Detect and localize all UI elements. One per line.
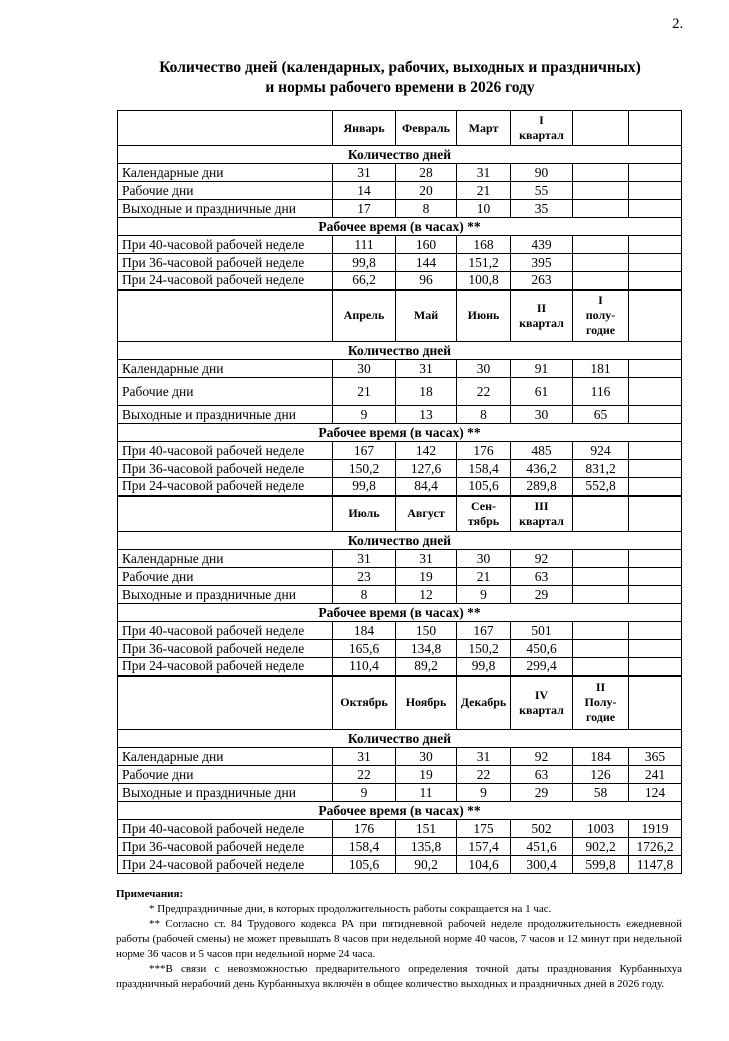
section-row-hours	[118, 424, 682, 442]
section-title: Рабочее время (в часах) **	[118, 802, 682, 820]
table-cell: 14	[333, 182, 396, 200]
section-title: Рабочее время (в часах) **	[118, 424, 682, 442]
table-cell: 31	[457, 164, 511, 182]
table-cell: 300,4	[511, 856, 573, 874]
table-cell: 92	[511, 748, 573, 766]
table-cell: 55	[511, 182, 573, 200]
table-cell: 21	[333, 378, 396, 406]
block-header-row	[118, 290, 682, 342]
table-cell	[573, 200, 629, 218]
column-header: II квартал	[511, 290, 573, 342]
table-cell: 11	[396, 784, 457, 802]
column-header: Сен- тябрь	[457, 496, 511, 532]
table-cell	[629, 478, 682, 496]
table-cell: 184	[333, 622, 396, 640]
table-cell: 126	[573, 766, 629, 784]
table-row	[118, 640, 682, 658]
row-label: Выходные и праздничные дни	[118, 784, 333, 802]
table-cell: 31	[333, 748, 396, 766]
title-line-1: Количество дней (календарных, рабочих, выходных и праздничных)	[159, 59, 641, 76]
table-cell	[629, 200, 682, 218]
table-cell: 181	[573, 360, 629, 378]
column-header: Октябрь	[333, 676, 396, 730]
table-cell: 1919	[629, 820, 682, 838]
table-cell: 599,8	[573, 856, 629, 874]
table-row	[118, 254, 682, 272]
row-label: При 36-часовой рабочей неделе	[118, 460, 333, 478]
table-cell: 63	[511, 766, 573, 784]
header-blank-cell	[118, 496, 333, 532]
table-cell: 135,8	[396, 838, 457, 856]
table-row	[118, 766, 682, 784]
table-cell: 111	[333, 236, 396, 254]
section-row-hours	[118, 218, 682, 236]
table-cell: 23	[333, 568, 396, 586]
table-cell	[629, 182, 682, 200]
section-title: Количество дней	[118, 342, 682, 360]
table-cell: 1147,8	[629, 856, 682, 874]
table-row	[118, 164, 682, 182]
column-header: Март	[457, 111, 511, 146]
table-cell: 158,4	[457, 460, 511, 478]
table-row	[118, 568, 682, 586]
row-label: При 40-часовой рабочей неделе	[118, 820, 333, 838]
table-cell: 1726,2	[629, 838, 682, 856]
table-cell: 167	[457, 622, 511, 640]
table-cell	[573, 550, 629, 568]
row-label: При 40-часовой рабочей неделе	[118, 442, 333, 460]
table-cell: 142	[396, 442, 457, 460]
table-cell	[573, 658, 629, 676]
table-cell	[573, 254, 629, 272]
table-cell: 167	[333, 442, 396, 460]
table-cell	[573, 164, 629, 182]
table-cell: 89,2	[396, 658, 457, 676]
table-cell: 8	[396, 200, 457, 218]
table-cell: 84,4	[396, 478, 457, 496]
table-cell: 144	[396, 254, 457, 272]
section-row-days	[118, 532, 682, 550]
table-cell	[629, 550, 682, 568]
table-row	[118, 586, 682, 604]
row-label: Выходные и праздничные дни	[118, 406, 333, 424]
row-label: Выходные и праздничные дни	[118, 200, 333, 218]
table-cell: 165,6	[333, 640, 396, 658]
table-cell: 31	[457, 748, 511, 766]
column-header	[573, 111, 629, 146]
column-header	[629, 676, 682, 730]
table-cell: 17	[333, 200, 396, 218]
table-cell: 66,2	[333, 272, 396, 290]
table-cell: 105,6	[457, 478, 511, 496]
table-cell: 29	[511, 784, 573, 802]
table-cell: 30	[511, 406, 573, 424]
table-cell: 10	[457, 200, 511, 218]
table-cell: 21	[457, 568, 511, 586]
title-line-2: и нормы рабочего времени в 2026 году	[265, 79, 535, 96]
table-cell: 299,4	[511, 658, 573, 676]
row-label: Рабочие дни	[118, 766, 333, 784]
table-cell	[629, 272, 682, 290]
table-cell: 134,8	[396, 640, 457, 658]
table-cell: 436,2	[511, 460, 573, 478]
calendar-table	[117, 110, 682, 874]
page-title	[100, 58, 700, 98]
table-cell: 22	[333, 766, 396, 784]
table-cell: 21	[457, 182, 511, 200]
table-row	[118, 406, 682, 424]
table-cell: 9	[457, 784, 511, 802]
table-cell	[573, 182, 629, 200]
table-row	[118, 622, 682, 640]
table-cell	[629, 236, 682, 254]
table-row	[118, 200, 682, 218]
block-header-row	[118, 496, 682, 532]
table-cell: 99,8	[333, 254, 396, 272]
table-cell: 552,8	[573, 478, 629, 496]
table-cell: 902,2	[573, 838, 629, 856]
table-cell: 91	[511, 360, 573, 378]
table-row	[118, 360, 682, 378]
table-cell: 151	[396, 820, 457, 838]
page-number: 2.	[672, 16, 684, 32]
table-cell: 13	[396, 406, 457, 424]
table-cell: 365	[629, 748, 682, 766]
table-cell: 19	[396, 568, 457, 586]
block-header-row	[118, 111, 682, 146]
table-cell: 831,2	[573, 460, 629, 478]
table-cell: 90,2	[396, 856, 457, 874]
column-header: Февраль	[396, 111, 457, 146]
row-label: Календарные дни	[118, 360, 333, 378]
section-title: Количество дней	[118, 532, 682, 550]
row-label: При 36-часовой рабочей неделе	[118, 640, 333, 658]
row-label: Календарные дни	[118, 164, 333, 182]
table-cell: 502	[511, 820, 573, 838]
note-3: ***В связи с невозможностью предварительного определения точной даты празднования Курбанныхуа праздничный нерабочий день Курбанныхуа включён в общее количество выходных и праздничных дней в 2026 году.	[116, 963, 682, 990]
note-2: ** Согласно ст. 84 Трудового кодекса РА при пятидневной рабочей неделе продолжительность ежедневной работы (рабочей смены) не может превышать 8 часов при недельной норме 40 часов, 7 часов и 12 минут при недельной норме 36 часов и 5 часов при недельной норме 24 часа.	[116, 918, 682, 960]
table-cell	[573, 622, 629, 640]
table-cell: 150,2	[333, 460, 396, 478]
table-cell: 30	[396, 748, 457, 766]
row-label: Выходные и праздничные дни	[118, 586, 333, 604]
table-cell: 92	[511, 550, 573, 568]
table-cell	[629, 360, 682, 378]
table-cell: 168	[457, 236, 511, 254]
table-cell: 451,6	[511, 838, 573, 856]
table-cell: 61	[511, 378, 573, 406]
table-cell: 1003	[573, 820, 629, 838]
table-cell: 31	[333, 550, 396, 568]
row-label: При 24-часовой рабочей неделе	[118, 658, 333, 676]
table-cell: 29	[511, 586, 573, 604]
column-header: Июнь	[457, 290, 511, 342]
table-cell: 160	[396, 236, 457, 254]
column-header: I полу- годие	[573, 290, 629, 342]
table-cell	[573, 568, 629, 586]
row-label: При 40-часовой рабочей неделе	[118, 236, 333, 254]
table-cell: 100,8	[457, 272, 511, 290]
table-cell: 924	[573, 442, 629, 460]
table-cell	[629, 406, 682, 424]
table-cell: 395	[511, 254, 573, 272]
row-label: При 36-часовой рабочей неделе	[118, 838, 333, 856]
table-cell: 150,2	[457, 640, 511, 658]
table-cell	[629, 568, 682, 586]
column-header: IV квартал	[511, 676, 573, 730]
table-cell: 176	[333, 820, 396, 838]
table-cell	[629, 658, 682, 676]
table-cell	[573, 640, 629, 658]
table-cell: 31	[396, 360, 457, 378]
table-cell	[629, 378, 682, 406]
column-header	[629, 290, 682, 342]
section-title: Рабочее время (в часах) **	[118, 218, 682, 236]
section-title: Рабочее время (в часах) **	[118, 604, 682, 622]
table-cell: 439	[511, 236, 573, 254]
section-row-hours	[118, 604, 682, 622]
row-label: При 24-часовой рабочей неделе	[118, 856, 333, 874]
table-cell: 450,6	[511, 640, 573, 658]
table-cell: 65	[573, 406, 629, 424]
table-cell: 8	[457, 406, 511, 424]
table-cell: 127,6	[396, 460, 457, 478]
table-row	[118, 272, 682, 290]
table-cell: 18	[396, 378, 457, 406]
row-label: При 24-часовой рабочей неделе	[118, 478, 333, 496]
row-label: Рабочие дни	[118, 568, 333, 586]
table-row	[118, 856, 682, 874]
table-cell: 31	[396, 550, 457, 568]
table-cell: 30	[457, 360, 511, 378]
table-cell: 289,8	[511, 478, 573, 496]
column-header: Январь	[333, 111, 396, 146]
section-title: Количество дней	[118, 730, 682, 748]
table-cell	[629, 622, 682, 640]
table-cell	[573, 272, 629, 290]
table-row	[118, 442, 682, 460]
notes-heading: Примечания:	[116, 888, 184, 900]
table-cell: 151,2	[457, 254, 511, 272]
table-cell: 241	[629, 766, 682, 784]
table-cell: 35	[511, 200, 573, 218]
table-cell	[573, 236, 629, 254]
table-cell: 124	[629, 784, 682, 802]
table-cell: 9	[333, 784, 396, 802]
table-row	[118, 784, 682, 802]
table-cell: 9	[457, 586, 511, 604]
column-header: I квартал	[511, 111, 573, 146]
table-row	[118, 460, 682, 478]
table-cell	[629, 586, 682, 604]
table-cell: 58	[573, 784, 629, 802]
table-row	[118, 378, 682, 406]
table-cell: 31	[333, 164, 396, 182]
section-row-days	[118, 730, 682, 748]
row-label: Календарные дни	[118, 550, 333, 568]
column-header: Апрель	[333, 290, 396, 342]
table-cell: 9	[333, 406, 396, 424]
table-row	[118, 236, 682, 254]
table-row	[118, 658, 682, 676]
table-cell: 184	[573, 748, 629, 766]
table-cell: 110,4	[333, 658, 396, 676]
note-1: * Предпраздничные дни, в которых продолжительность работы сокращается на 1 час.	[149, 903, 552, 915]
column-header: Декабрь	[457, 676, 511, 730]
notes	[116, 887, 682, 992]
section-row-hours	[118, 802, 682, 820]
table-cell: 22	[457, 378, 511, 406]
table-cell	[629, 640, 682, 658]
table-cell: 158,4	[333, 838, 396, 856]
table-cell: 30	[457, 550, 511, 568]
section-title: Количество дней	[118, 146, 682, 164]
table-cell: 28	[396, 164, 457, 182]
table-cell	[629, 164, 682, 182]
table-cell: 175	[457, 820, 511, 838]
table-row	[118, 182, 682, 200]
table-cell: 263	[511, 272, 573, 290]
header-blank-cell	[118, 111, 333, 146]
row-label: Рабочие дни	[118, 378, 333, 406]
table-cell: 20	[396, 182, 457, 200]
column-header	[629, 111, 682, 146]
column-header: Август	[396, 496, 457, 532]
table-cell: 99,8	[333, 478, 396, 496]
column-header: Май	[396, 290, 457, 342]
column-header: III квартал	[511, 496, 573, 532]
table-cell: 99,8	[457, 658, 511, 676]
column-header	[573, 496, 629, 532]
section-row-days	[118, 342, 682, 360]
block-header-row	[118, 676, 682, 730]
table-cell: 30	[333, 360, 396, 378]
table-cell	[573, 586, 629, 604]
table-cell: 176	[457, 442, 511, 460]
table-cell: 63	[511, 568, 573, 586]
table-cell	[629, 254, 682, 272]
table-row	[118, 838, 682, 856]
row-label: При 40-часовой рабочей неделе	[118, 622, 333, 640]
table-cell: 501	[511, 622, 573, 640]
column-header	[629, 496, 682, 532]
row-label: При 24-часовой рабочей неделе	[118, 272, 333, 290]
table-cell: 104,6	[457, 856, 511, 874]
table-cell: 157,4	[457, 838, 511, 856]
column-header: Ноябрь	[396, 676, 457, 730]
table-cell: 8	[333, 586, 396, 604]
header-blank-cell	[118, 676, 333, 730]
section-row-days	[118, 146, 682, 164]
table-cell: 22	[457, 766, 511, 784]
row-label: Календарные дни	[118, 748, 333, 766]
table-row	[118, 478, 682, 496]
table-cell: 12	[396, 586, 457, 604]
table-cell: 19	[396, 766, 457, 784]
table-row	[118, 748, 682, 766]
table-cell	[629, 442, 682, 460]
table-cell: 150	[396, 622, 457, 640]
column-header: Июль	[333, 496, 396, 532]
table-row	[118, 550, 682, 568]
table-cell: 105,6	[333, 856, 396, 874]
table-cell: 485	[511, 442, 573, 460]
table-cell: 90	[511, 164, 573, 182]
column-header: II Полу- годие	[573, 676, 629, 730]
row-label: Рабочие дни	[118, 182, 333, 200]
table-cell: 116	[573, 378, 629, 406]
table-row	[118, 820, 682, 838]
row-label: При 36-часовой рабочей неделе	[118, 254, 333, 272]
header-blank-cell	[118, 290, 333, 342]
table-cell	[629, 460, 682, 478]
table-cell: 96	[396, 272, 457, 290]
